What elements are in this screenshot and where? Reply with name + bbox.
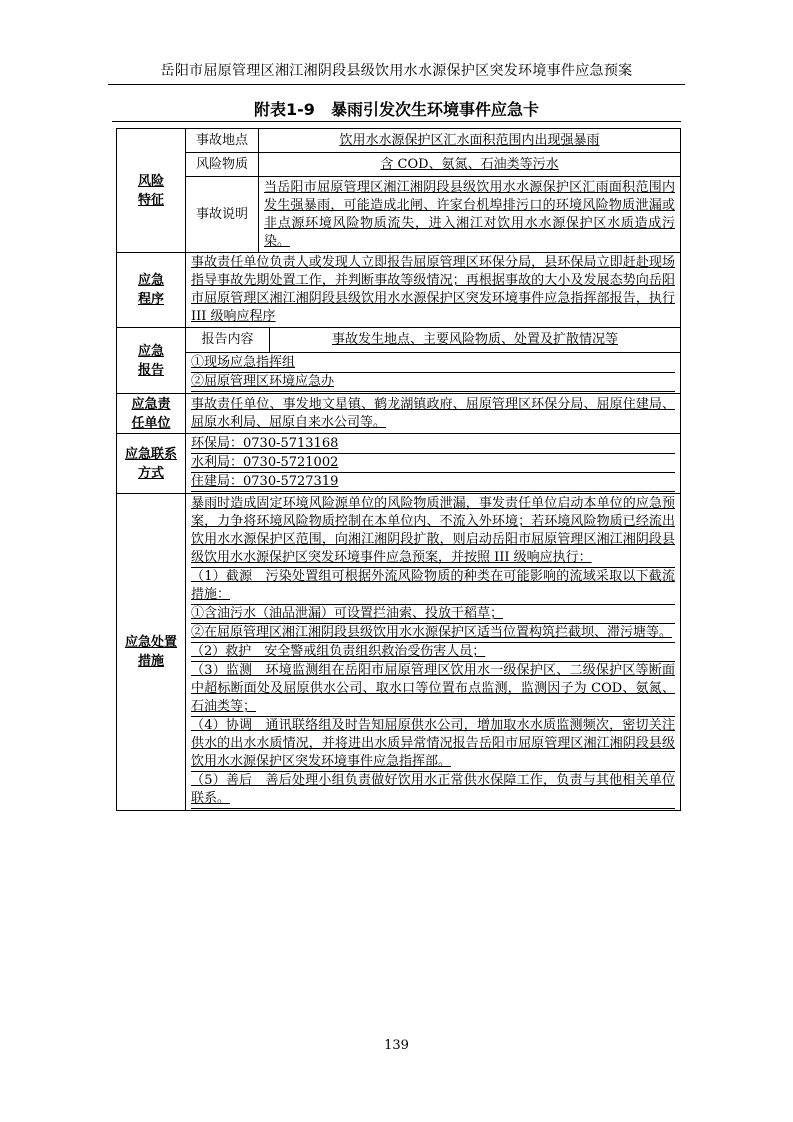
substance-value xyxy=(259,153,681,177)
running-header: 岳阳市屈原管理区湘江湘阴段县级饮用水水源保护区突发环境事件应急预案 xyxy=(160,63,633,79)
measure-paragraph: （2）救护 安全警戒组负责组织救治受伤害人员； xyxy=(191,643,675,662)
report-content-value xyxy=(270,328,681,353)
description-value-text: 当岳阳市屈原管理区湘江湘阴段县级饮用水水源保护区汇雨面积范围内发生强暴雨，可能造成北闸、许家台机埠排污口的环境风险物质泄漏或非点源环境风险物质流失，进入湘江对饮用水水源保护区水质造成污染。 xyxy=(264,179,675,249)
measures-row xyxy=(117,494,681,811)
contacts-row xyxy=(117,434,681,494)
measures-section-label xyxy=(117,494,186,811)
emergency-card-table xyxy=(116,128,681,811)
location-value xyxy=(259,129,681,153)
description-value xyxy=(259,177,681,253)
report-section-text: 应急报告 xyxy=(137,343,164,378)
report-content-value-text: 事故发生地点、主要风险物质、处置及扩散情况等 xyxy=(331,332,618,347)
report-recipients xyxy=(186,353,681,394)
measure-paragraph: （5）善后 善后处理小组负责做好饮用水正常供水保障工作，负责与其他相关单位联系。 xyxy=(191,772,675,809)
responsible-section-label xyxy=(117,394,186,434)
page-number: 139 xyxy=(384,1038,409,1053)
measures-text xyxy=(186,494,681,811)
procedure-text-content: 事故责任单位负责人或发现人立即报告屈原管理区环保分局，县环保局立即赶赴现场指导事故先期处置工作，并判断事故等级情况；再根据事故的大小及发展态势向岳阳市屈原管理区湘江湘阴段县级饮用水水源保护区突发环境事件应急指挥部报告，执行 III 级响应程序 xyxy=(191,255,675,324)
risk-section-text: 风险特征 xyxy=(137,173,164,208)
measure-paragraph: 暴雨时造成固定环境风险源单位的风险物质泄漏，事发责任单位启动本单位的应急预案，力争将环境风险物质控制在本单位内、不流入外环境；若环境风险物质已经流出饮用水水源保护区范围，向湘江湘阴段扩散，则启动岳阳市屈原管理区湘江湘阴段县级饮用水水源保护区突发环境事件应急预案，并按照 III 级响应执行： xyxy=(191,495,675,568)
report-content-label: 报告内容 xyxy=(186,328,270,353)
measure-paragraph: ②在屈原管理区湘江湘阴段县级饮用水水源保护区适当位置构筑拦截坝、滞污塘等。 xyxy=(191,624,675,643)
report-recipient-item: ①现场应急指挥组 xyxy=(191,354,675,373)
header-divider xyxy=(108,84,685,85)
measure-paragraph: ①含油污水（油品泄漏）可设置拦油索、投放干稻草； xyxy=(191,605,675,624)
report-content-row xyxy=(117,328,681,353)
measures-section-text: 应急处置措施 xyxy=(124,635,177,669)
contacts-section-label xyxy=(117,434,186,494)
measure-paragraph: （1）截源 污染处置组可根据外流风险物质的种类在可能影响的流域采取以下截流措施： xyxy=(191,568,675,605)
title-divider xyxy=(112,121,681,122)
procedure-section-text: 应急程序 xyxy=(137,273,164,307)
contact-item: 水利局：0730-5721002 xyxy=(191,454,675,473)
measure-paragraph: （4）协调 通讯联络组及时告知屈原供水公司，增加取水水质监测频次，密切关注供水的出水水质情况，并将进出水质异常情况报告岳阳市屈原管理区湘江湘阴段县级饮用水水源保护区突发环境事件应急指挥部。 xyxy=(191,717,675,772)
report-section-label xyxy=(117,328,186,394)
description-label: 事故说明 xyxy=(186,177,259,253)
measure-paragraph: （3）监测 环境监测组在岳阳市屈原管理区饮用水一级保护区、二级保护区等断面中超标断面处及屈原供水公司、取水口等位置布点监测，监测因子为 COD、氨氮、石油类等； xyxy=(191,662,675,717)
procedure-text xyxy=(186,253,681,328)
card-title: 附表1-9 暴雨引发次生环境事件应急卡 xyxy=(254,100,539,119)
procedure-row xyxy=(117,253,681,328)
responsible-row xyxy=(117,394,681,434)
risk-substance-row xyxy=(117,153,681,177)
responsible-section-text: 应急责任单位 xyxy=(131,396,171,431)
responsible-text-content: 事故责任单位、事发地文星镇、鹤龙湖镇政府、屈原管理区环保分局、屈原住建局、屈原水利局、屈原自来水公司等。 xyxy=(191,396,675,430)
report-recipients-row xyxy=(117,353,681,394)
report-recipient-item: ②屈原管理区环境应急办 xyxy=(191,373,675,392)
responsible-text xyxy=(186,394,681,434)
risk-section-label xyxy=(117,129,186,253)
procedure-section-label xyxy=(117,253,186,328)
contacts-section-text: 应急联系方式 xyxy=(124,446,177,481)
contact-item: 环保局：0730-5713168 xyxy=(191,435,675,454)
contacts-list xyxy=(186,434,681,494)
location-value-text: 饮用水水源保护区汇水面积范围内出现强暴雨 xyxy=(339,132,600,148)
contact-item: 住建局：0730-5727319 xyxy=(191,473,675,492)
risk-location-row xyxy=(117,129,681,153)
risk-description-row xyxy=(117,177,681,253)
substance-label: 风险物质 xyxy=(186,153,259,177)
substance-value-text: 含 COD、氨氮、石油类等污水 xyxy=(380,156,559,172)
location-label: 事故地点 xyxy=(186,129,259,153)
